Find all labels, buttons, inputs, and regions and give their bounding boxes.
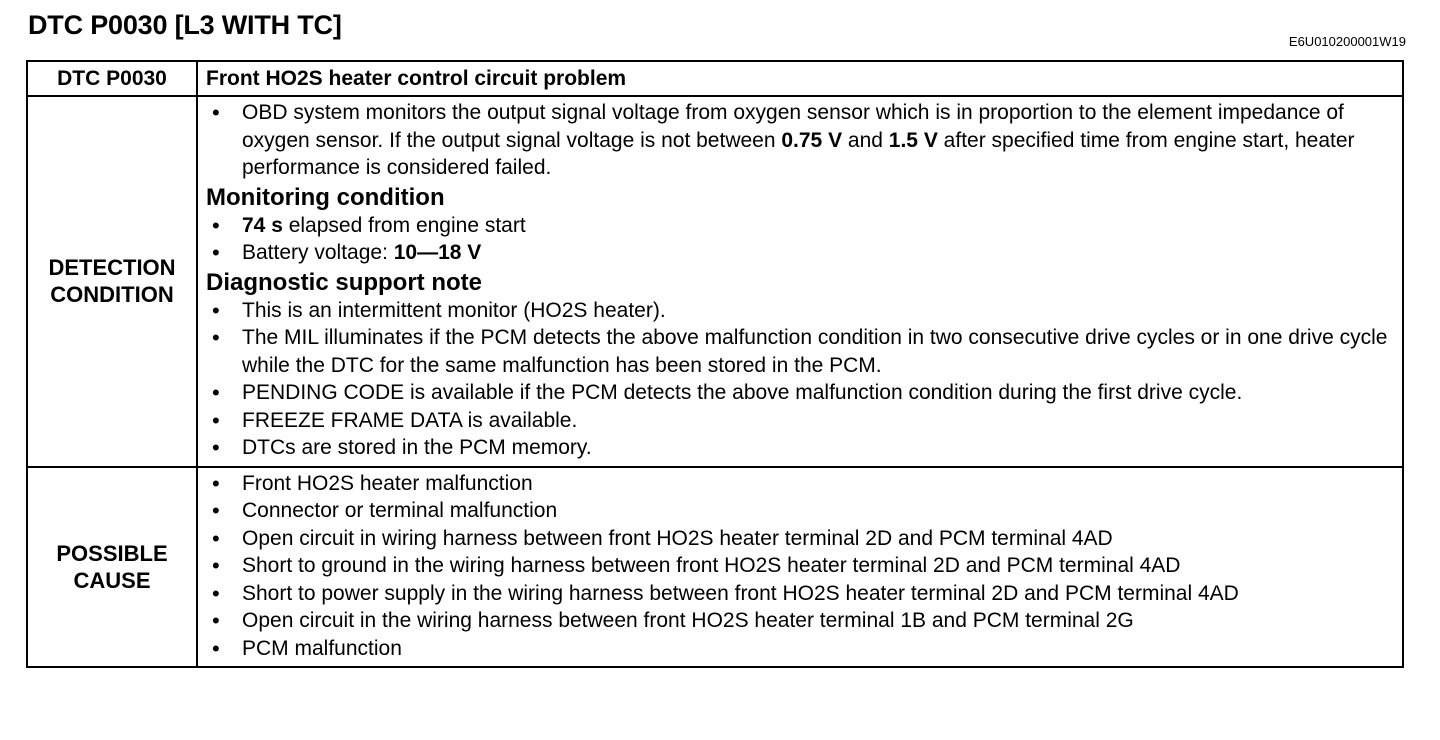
dtc-code-cell: DTC P0030 — [27, 61, 197, 96]
list-item: • Short to ground in the wiring harness between front HO2S heater terminal 2D and PCM terminal 4AD — [206, 552, 1402, 580]
monitoring-condition-heading: Monitoring condition — [206, 183, 445, 211]
possible-cause-label — [27, 467, 197, 668]
possible-cause-row — [27, 467, 1403, 668]
list-item: • Open circuit in wiring harness between front HO2S heater terminal 2D and PCM terminal 4AD — [206, 525, 1402, 553]
dtc-table — [26, 60, 1404, 668]
list-item: • Short to power supply in the wiring harness between front HO2S heater terminal 2D and PCM terminal 4AD — [206, 580, 1402, 608]
label-line: CAUSE — [73, 567, 151, 593]
label-line: POSSIBLE — [56, 540, 168, 566]
list-item: • 74 s elapsed from engine start — [206, 212, 1402, 240]
list-item: • PENDING CODE is available if the PCM detects the above malfunction condition during the first drive cycle. — [206, 379, 1402, 407]
table-header-row — [27, 61, 1403, 96]
detection-condition-content — [197, 96, 1403, 467]
list-item: • PCM malfunction — [206, 635, 1402, 663]
label-line: DETECTION — [48, 255, 176, 281]
label-line: CONDITION — [50, 282, 174, 308]
list-item: • The MIL illuminates if the PCM detects the above malfunction condition in two consecutive drive cycles or in one drive cycle while the DTC for the same malfunction has been stored in the PCM. — [206, 324, 1402, 379]
list-item: • DTCs are stored in the PCM memory. — [206, 434, 1402, 462]
list-item: • Connector or terminal malfunction — [206, 497, 1402, 525]
diagnostic-support-heading: Diagnostic support note — [206, 268, 482, 296]
page-title: DTC P0030 [L3 WITH TC] — [28, 10, 342, 40]
detection-condition-row — [27, 96, 1403, 467]
list-item: • OBD system monitors the output signal voltage from oxygen sensor which is in proportion to the element impedance of oxygen sensor. If the output signal voltage is not between 0.75 V and 1.5 V after specified time from engine start, heater performance is considered failed. — [206, 99, 1402, 182]
list-item: • This is an intermittent monitor (HO2S heater). — [206, 297, 1402, 325]
document-code: E6U010200001W19 — [1288, 34, 1406, 49]
detection-condition-label — [27, 96, 197, 467]
list-item: • Open circuit in the wiring harness between front HO2S heater terminal 1B and PCM terminal 2G — [206, 607, 1402, 635]
possible-cause-content — [197, 467, 1403, 668]
list-item: • FREEZE FRAME DATA is available. — [206, 407, 1402, 435]
dtc-description-cell: Front HO2S heater control circuit problem — [197, 61, 1403, 96]
list-item: • Battery voltage: 10—18 V — [206, 239, 1402, 267]
list-item: • Front HO2S heater malfunction — [206, 470, 1402, 498]
